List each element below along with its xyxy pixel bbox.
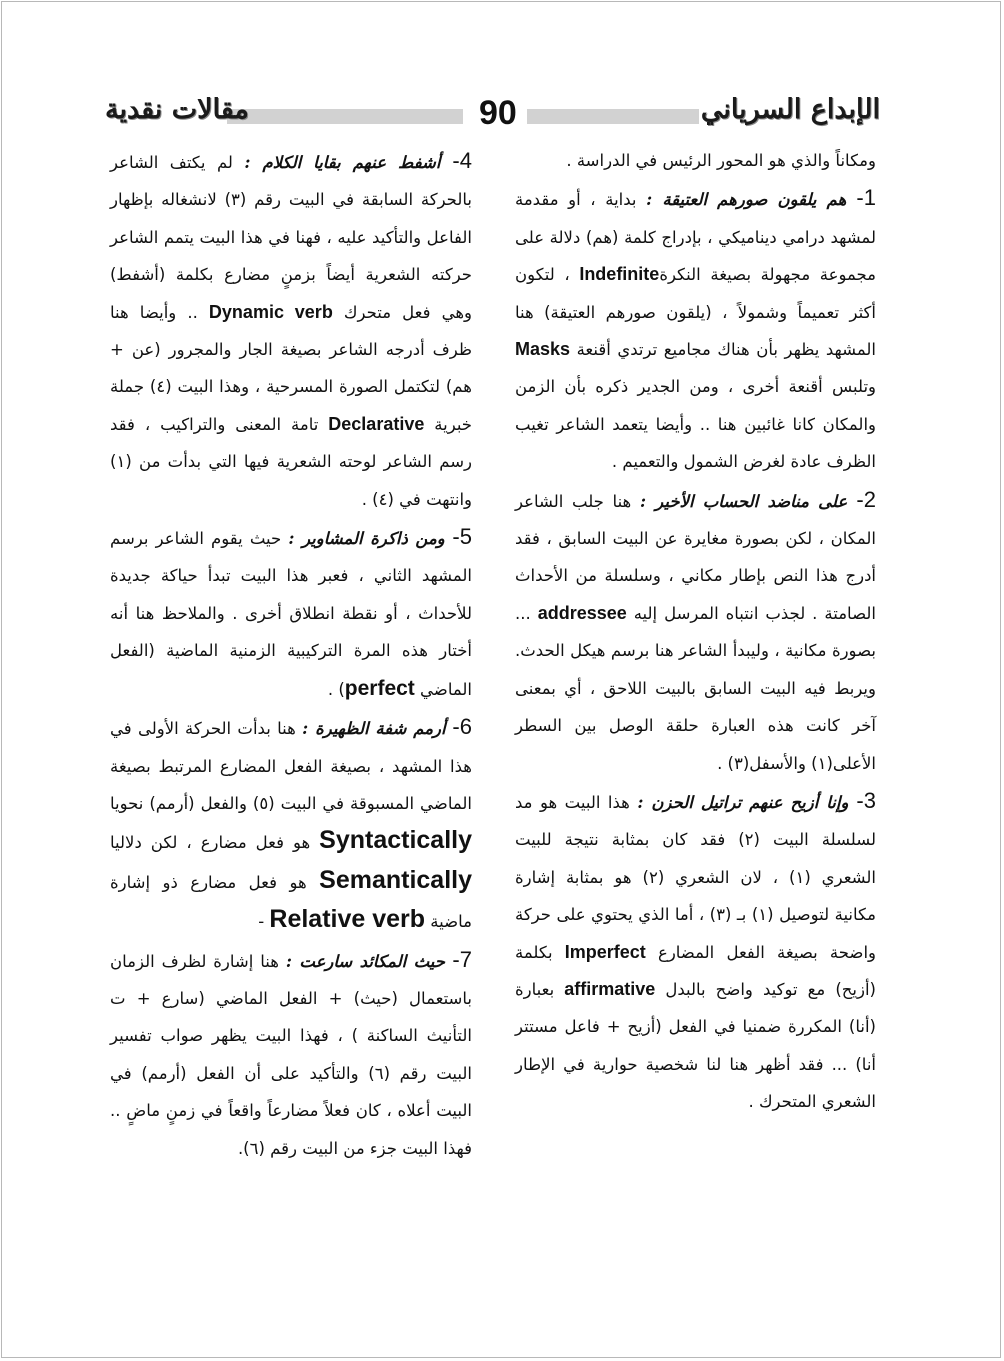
item-text: بداية ، أو مقدمة لمشهد درامي ديناميكي ، بإدراج كلمة (هم) دلالة على مجموعة مجهولة بصيغة النكرة: [515, 190, 877, 285]
paragraph-item-7: [110, 941, 472, 1167]
item-number: 5-: [452, 524, 472, 550]
item-text: بعبارة (أنا) المكررة ضمنيا في الفعل (أزيح + فاعل مستتر أنا) ... فقد أظهر هنا لنا شخصية حوارية في الإطار الشعري المتحرك .: [515, 979, 876, 1112]
paragraph-item-4: [110, 142, 472, 518]
paragraph-text: ومكاناً والذي هو المحور الرئيس في الدراسة .: [566, 151, 876, 170]
item-text: هذا البيت هو مد لسلسلة البيت (٢) فقد كان بمثابة نتيجة للبيت الشعري (١) ، لان الشعري (٢) هو بمثابة إشارة مكانية لتوصيل (١) بـ (٣) ، أما الذي يحتوي على حركة واضحة بصيغة الفعل المضارع: [515, 792, 876, 962]
item-text: هنا بدأت الحركة الأولى في هذا المشهد ، بصيغة الفعل المضارع المرتبط بصيغة الماضي المسبوقة في البيت (٥) والفعل (أرمم) نحويا: [110, 719, 472, 813]
item-heading: هم يلقون صورهم العتيقة :: [646, 190, 857, 210]
item-text: هنا إشارة لظرف الزمان باستعمال (حيث) + الفعل الماضي (سارع + ت التأنيث الساكنة ) ، فهذا البيت يظهر صواب تفسير البيت رقم (٦) والتأكيد على أن الفعل (أرمم) في البيت أعلاه ، كان فعلاً مضارعاً واقعاً في زمنٍ ماضٍ .. فهذا البيت جزء من البيت رقم (٦).: [110, 951, 472, 1158]
item-number: 1-: [856, 185, 876, 211]
latin-term: affirmative: [564, 978, 656, 999]
paragraph-item-3: [515, 782, 876, 1121]
right-column: [515, 142, 876, 1121]
item-text: هنا جلب الشاعر المكان ، لكن بصورة مغايرة عن البيت السابق ، فقد أدرج هذا النص بإطار مكاني ، وسلسلة من الأحداث الصامتة . لجذب انتباه المرسل إليه: [515, 491, 876, 623]
latin-term: addressee: [537, 602, 627, 623]
item-heading: أشفط عنهم بقايا الكلام :: [244, 153, 453, 172]
latin-term: Relative verb: [269, 905, 426, 934]
latin-term: Syntactically: [319, 826, 472, 855]
page-header: [105, 92, 880, 142]
latin-term: Indefinite: [579, 264, 660, 285]
page-number: 90: [479, 94, 517, 132]
item-number: 7-: [452, 946, 472, 972]
item-text: وتلبس أقنعة أخرى ، ومن الجدير ذكره بأن الزمن والمكان كانا غائبين هنا .. وأيضا يتعمد الشاعر تغيب الظرف عادة لغرض الشمول والتعميم .: [515, 377, 876, 472]
item-text: هو فعل مضارع ، لكن دلاليا: [110, 833, 320, 853]
item-text: .. وأيضا هنا ظرف أدرجه الشاعر بصيغة الجار والمجرور (عن + هم) لتكتمل الصورة المسرحية ، وهذا البيت (٤) جملة خبرية: [110, 302, 473, 434]
section-title: مقالات نقدية: [105, 94, 249, 125]
item-text: -: [258, 912, 270, 932]
item-number: 2-: [856, 486, 876, 512]
item-heading: حيث المكائد سارعت :: [285, 951, 453, 971]
item-heading: أرمم شفة الظهيرة :: [302, 719, 453, 739]
paragraph-item-2: [515, 481, 876, 782]
latin-term: Semantically: [319, 865, 472, 894]
item-heading: ومن ذاكرة المشاوير :: [288, 529, 453, 549]
paragraph-item-1: [515, 179, 876, 480]
item-number: 6-: [452, 714, 472, 740]
magazine-title: الإبداع السرياني: [700, 94, 880, 125]
paragraph: [515, 142, 876, 179]
item-heading: على مناضد الحساب الأخير :: [639, 491, 857, 511]
item-number: 3-: [856, 787, 876, 813]
item-text: ، لتكون أكثر تعميماً وشمولاً ، (يلقون صورهم العتيقة) هنا المشهد يظهر بأن هناك مجاميع ترتدي أقنعة: [515, 265, 876, 360]
latin-term: Imperfect: [564, 941, 646, 962]
latin-term: Dynamic verb: [208, 301, 333, 322]
latin-term: Masks: [515, 339, 571, 360]
paragraph-item-5: [110, 518, 472, 708]
latin-term: Declarative: [328, 413, 425, 434]
item-text: حيث يقوم الشاعر برسم المشهد الثاني ، فعبر هذا البيت تبدأ حياكة جديدة للأحداث ، أو نقطة انطلاق أخرى . والملاحظ هنا أنه أختار هذه المرة التركيبية الزمنية الماضية (الفعل الماضي: [110, 529, 472, 699]
item-text: تامة المعنى والتراكيب ، فقد رسم الشاعر لوحته الشعرية فيها التي بدأت من (١) وانتهت في (٤) .: [110, 414, 472, 509]
header-bar-left: [227, 109, 463, 124]
item-text: ) .: [327, 679, 345, 699]
item-text: ... بصورة مكانية ، وليبدأ الشاعر هنا برسم هيكل الحدث. ويربط فيه البيت السابق بالبيت اللاحق ، أي بمعنى آخر كانت هذه العبارة حلقة الوصل بين السطر الأعلى(١) والأسفل(٣) .: [515, 603, 876, 773]
header-bar-right: [527, 109, 699, 124]
item-text: هو فعل مضارع ذو إشارة ماضية: [110, 872, 472, 932]
item-heading: وإنا أزيح عنهم تراتيل الحزن :: [637, 792, 857, 812]
latin-term: perfect: [344, 676, 415, 700]
paragraph-item-6: [110, 708, 472, 940]
item-text: لم يكتف الشاعر بالحركة السابقة في البيت رقم (٣) لانشغاله بإظهار الفاعل والتأكيد عليه ، فهنا في هذا البيت يتمم الشاعر حركته الشعرية أيضاً بزمنٍ مضارع بكلمة (أشفط) وهي فعل متحرك: [110, 153, 472, 322]
item-number: 4-: [452, 148, 472, 173]
item-text: بكلمة (أزيح) مع توكيد واضح بالبدل: [515, 942, 876, 999]
left-column: [110, 142, 472, 1167]
